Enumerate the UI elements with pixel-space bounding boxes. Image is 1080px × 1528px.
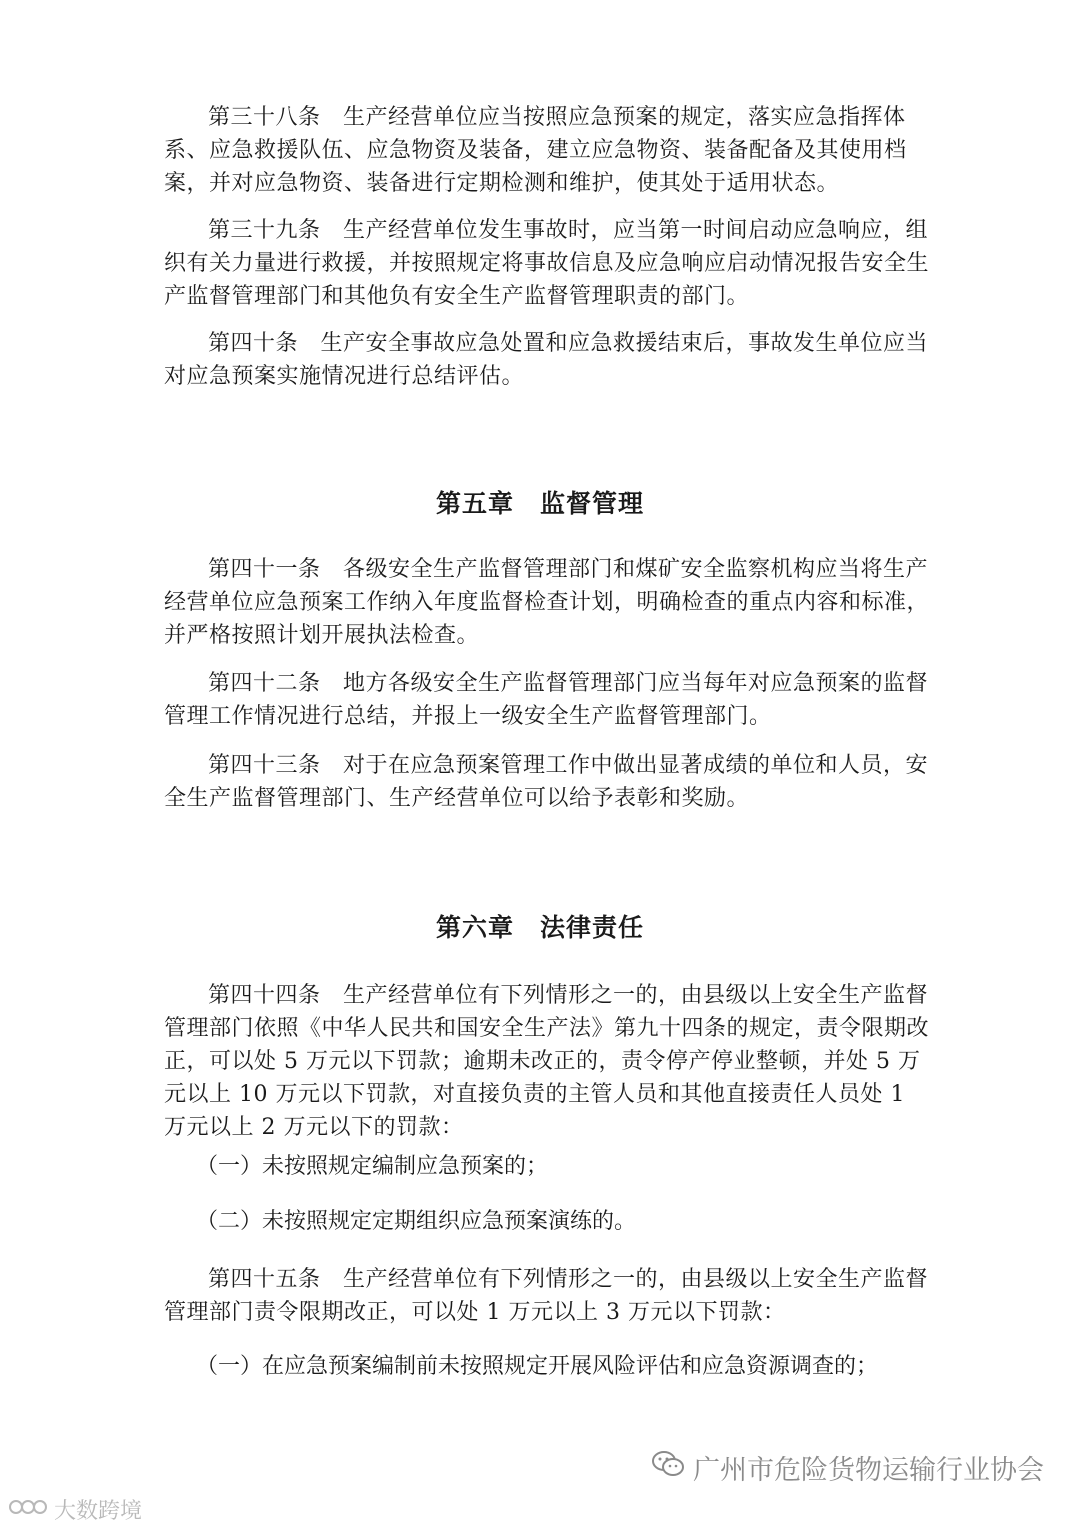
article-45-item-1: （一）在应急预案编制前未按照规定开展风险评估和应急资源调查的； — [196, 1354, 879, 1379]
wechat-icon — [651, 1450, 685, 1485]
watermark-association — [651, 1448, 1044, 1487]
article-43-text: 第四十三条 对于在应急预案管理工作中做出显著成绩的单位和人员，安全生产监督管理部门、生产经营单位可以给予表彰和奖励。 — [164, 753, 929, 811]
article-41 — [164, 553, 934, 652]
article-39-text: 第三十九条 生产经营单位发生事故时，应当第一时间启动应急响应，组织有关力量进行救援，并按照规定将事故信息及应急响应启动情况报告安全生产监督管理部门和其他负有安全生产监督管理职责的部门。 — [164, 218, 930, 309]
article-41-text: 第四十一条 各级安全生产监督管理部门和煤矿安全监察机构应当将生产经营单位应急预案工作纳入年度监督检查计划，明确检查的重点内容和标准，并严格按照计划开展执法检查。 — [164, 557, 930, 648]
article-42 — [164, 667, 934, 733]
watermark-brand — [8, 1494, 142, 1525]
article-42-text: 第四十二条 地方各级安全生产监督管理部门应当每年对应急预案的监督管理工作情况进行总结，并报上一级安全生产监督管理部门。 — [164, 671, 929, 729]
watermark-brand-text: 大数跨境 — [54, 1499, 143, 1524]
article-44 — [164, 979, 934, 1144]
article-45-text: 第四十五条 生产经营单位有下列情形之一的，由县级以上安全生产监督管理部门责令限期改正，可以处 1 万元以上 3 万元以下罚款： — [164, 1267, 929, 1325]
logo-icon — [8, 1496, 48, 1524]
chapter-6-title: 第六章 法律责任 — [435, 913, 644, 942]
article-44-text: 第四十四条 生产经营单位有下列情形之一的，由县级以上安全生产监督管理部门依照《中华人民共和国安全生产法》第九十四条的规定，责令限期改正，可以处 5 万元以下罚款；逾期未改正的，责令停产停业整顿，并处 5 万元以上 10 万元以下罚款，对直接负责的主管人员和其他直接责任人员处 1 万元以上 2 万元以下的罚款： — [164, 983, 930, 1140]
article-40 — [164, 327, 934, 393]
article-44-item-2: （二）未按照规定定期组织应急预案演练的。 — [196, 1209, 637, 1234]
article-45 — [164, 1263, 934, 1329]
article-40-text: 第四十条 生产安全事故应急处置和应急救援结束后，事故发生单位应当对应急预案实施情况进行总结评估。 — [164, 331, 929, 389]
article-44-item-1: （一）未按照规定编制应急预案的； — [196, 1154, 549, 1179]
article-38 — [164, 101, 934, 200]
article-39 — [164, 214, 934, 313]
chapter-5-title: 第五章 监督管理 — [435, 489, 644, 518]
article-43 — [164, 749, 934, 815]
article-38-text: 第三十八条 生产经营单位应当按照应急预案的规定，落实应急指挥体系、应急救援队伍、应急物资及装备，建立应急物资、装备配备及其使用档案，并对应急物资、装备进行定期检测和维护，使其处于适用状态。 — [164, 105, 907, 196]
watermark-association-text: 广州市危险货物运输行业协会 — [693, 1455, 1044, 1486]
